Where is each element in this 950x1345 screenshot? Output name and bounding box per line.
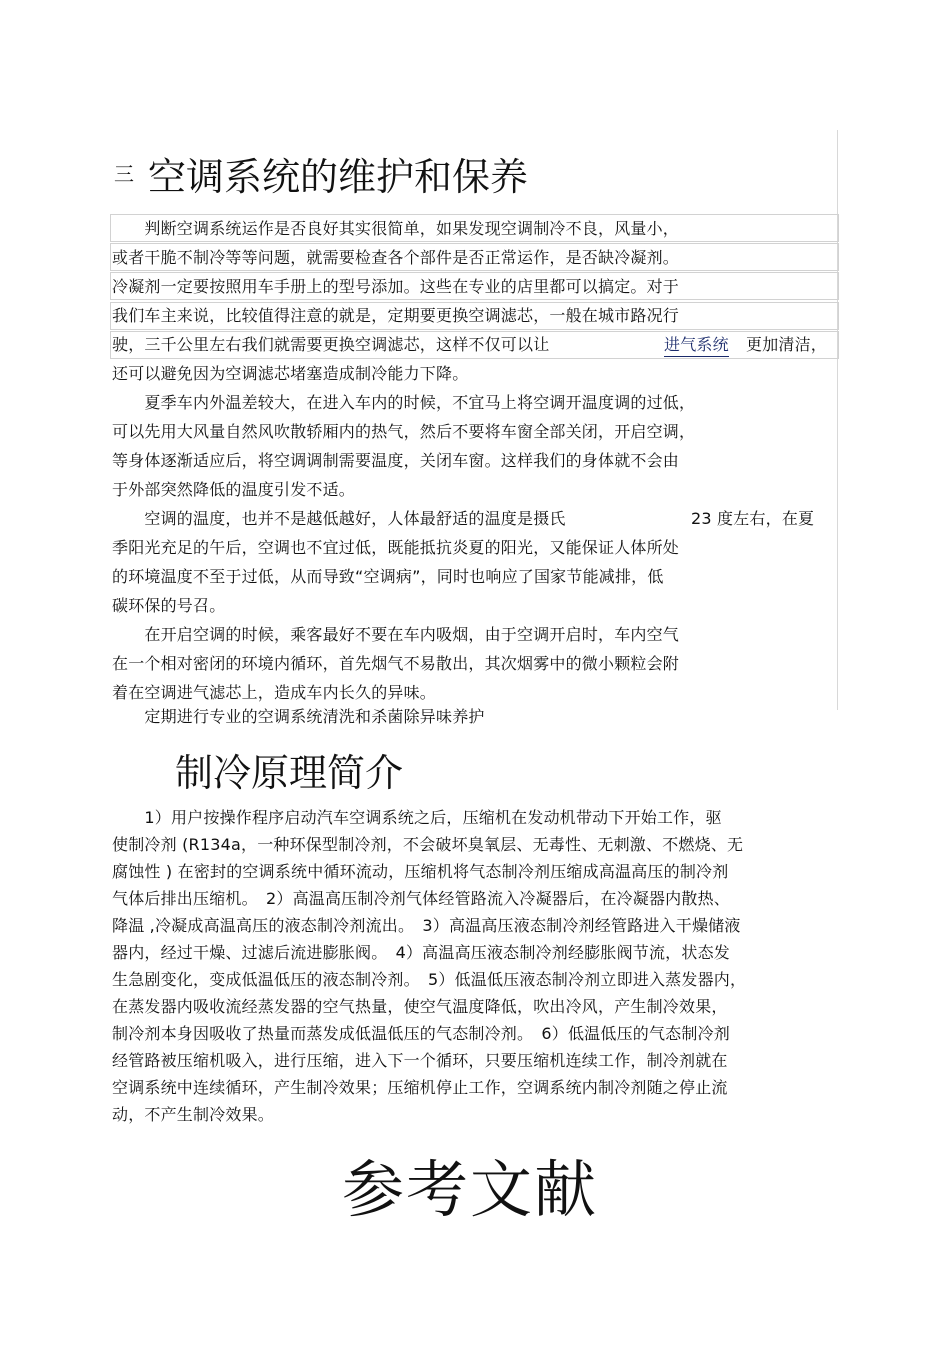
- principle-line: 器内，经过干燥、过滤后流进膨胀阀。 4）高温高压液态制冷剂经膨胀阀节流，状态发: [112, 943, 730, 962]
- paragraph-line: 冷凝剂一定要按照用车手册上的型号添加。这些在专业的店里都可以搞定。对于: [112, 277, 680, 296]
- paragraph-line: 空调的温度，也并不是越低越好，人体最舒适的温度是摄氏: [112, 509, 566, 528]
- references-title: 参考文献: [342, 1153, 599, 1226]
- principle-line: 1）用户按操作程序启动汽车空调系统之后，压缩机在发动机带动下开始工作，驱: [112, 808, 722, 827]
- paragraph-line: 23 度左右，在夏: [691, 509, 815, 528]
- principle-line: 动，不产生制冷效果。: [112, 1105, 275, 1124]
- principle-line: 使制冷剂 (R134a，一种环保型制冷剂，不会破坏臭氧层、无毒性、无刺激、不燃烧、无: [112, 835, 744, 854]
- paragraph-line: 于外部突然降低的温度引发不适。: [112, 480, 356, 499]
- paragraph-line: 夏季车内外温差较大，在进入车内的时候，不宜马上将空调开温度调的过低，: [112, 393, 696, 412]
- paragraph-line: 还可以避免因为空调滤芯堵塞造成制冷能力下降。: [112, 364, 469, 383]
- paragraph-line: 定期进行专业的空调系统清洗和杀菌除异味养护: [112, 707, 485, 726]
- intake-system-link[interactable]: 进气系统: [664, 334, 729, 357]
- paragraph-line: 可以先用大风量自然风吹散轿厢内的热气，然后不要将车窗全部关闭，开启空调，: [112, 422, 696, 441]
- principle-line: 空调系统中连续循环，产生制冷效果；压缩机停止工作，空调系统内制冷剂随之停止流: [112, 1078, 728, 1097]
- paragraph-line: 在一个相对密闭的环境内循环，首先烟气不易散出，其次烟雾中的微小颗粒会附: [112, 654, 680, 673]
- paragraph-line: 更加清洁，: [746, 335, 828, 354]
- paragraph-line: 等身体逐渐适应后，将空调调制需要温度，关闭车窗。这样我们的身体就不会由: [112, 451, 680, 470]
- principle-line: 腐蚀性 ) 在密封的空调系统中循环流动，压缩机将气态制冷剂压缩成高温高压的制冷剂: [112, 862, 729, 881]
- principle-line: 生急剧变化，变成低温低压的液态制冷剂。 5）低温低压液态制冷剂立即进入蒸发器内，: [112, 970, 747, 989]
- paragraph-line: 季阳光充足的午后，空调也不宜过低，既能抵抗炎夏的阳光，又能保证人体所处: [112, 538, 680, 557]
- paragraph-line: 我们车主来说，比较值得注意的就是，定期要更换空调滤芯，一般在城市路况行: [112, 306, 680, 325]
- paragraph-line: 判断空调系统运作是否良好其实很简单，如果发现空调制冷不良，风量小，: [112, 219, 680, 238]
- principle-line: 在蒸发器内吸收流经蒸发器的空气热量，使空气温度降低，吹出冷风，产生制冷效果，: [112, 997, 728, 1016]
- principle-line: 降温 ,冷凝成高温高压的液态制冷剂流出。 3）高温高压液态制冷剂经管路进入干燥储液: [112, 916, 741, 935]
- paragraph-line: 或者干脆不制冷等等问题，就需要检查各个部件是否正常运作，是否缺冷凝剂。: [112, 248, 680, 267]
- section-title: 空调系统的维护和保养: [148, 155, 529, 199]
- principle-line: 经管路被压缩机吸入，进行压缩，进入下一个循环，只要压缩机连续工作，制冷剂就在: [112, 1051, 728, 1070]
- paragraph-line: 驶，三千公里左右我们就需要更换空调滤芯，这样不仅可以让: [112, 335, 550, 354]
- paragraph-line: 在开启空调的时候，乘客最好不要在车内吸烟，由于空调开启时，车内空气: [112, 625, 680, 644]
- principle-title: 制冷原理简介: [175, 751, 404, 795]
- principle-line: 制冷剂本身因吸收了热量而蒸发成低温低压的气态制冷剂。 6）低温低压的气态制冷剂: [112, 1024, 730, 1043]
- paragraph-line: 碳环保的号召。: [112, 596, 226, 615]
- paragraph-line: 的环境温度不至于过低，从而导致“空调病”，同时也响应了国家节能减排，低: [112, 567, 664, 586]
- paragraph-line: 着在空调进气滤芯上，造成车内长久的异味。: [112, 683, 437, 702]
- section-number: 三: [114, 162, 134, 186]
- principle-line: 气体后排出压缩机。 2）高温高压制冷剂气体经管路流入冷凝器后，在冷凝器内散热、: [112, 889, 730, 908]
